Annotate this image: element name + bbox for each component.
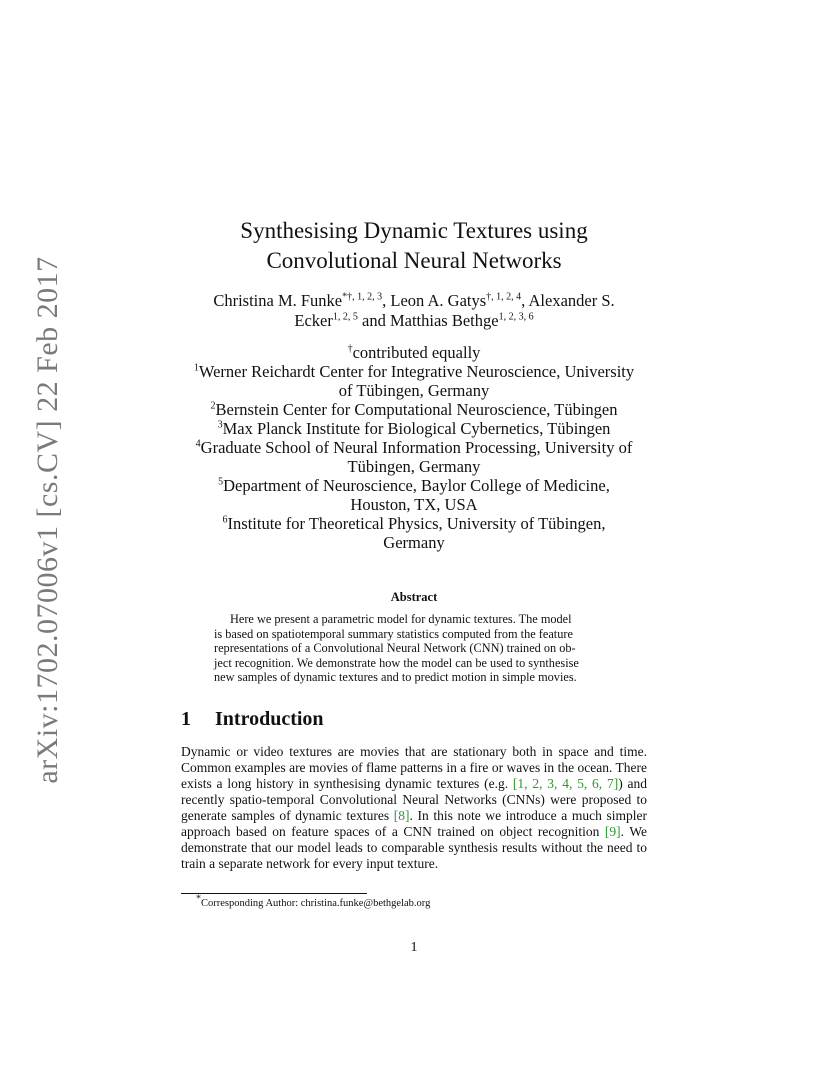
title-line-2: Convolutional Neural Networks <box>266 248 562 273</box>
affiliation-text: Werner Reichardt Center for Integrative Neuroscience, University <box>198 362 635 381</box>
affiliation-number: 4 <box>195 438 201 450</box>
footnote-mark: * <box>196 893 201 905</box>
affiliation-2 <box>0 400 828 419</box>
abstract-line: new samples of dynamic textures and to predict motion in simple movies. <box>214 670 577 684</box>
affiliation-6-cont: Germany <box>383 533 445 552</box>
intro-text: . We demonstrate that our model leads to comparable synthesis results without the need to train a separate network for every input texture. <box>181 824 647 871</box>
page-number: 1 <box>410 940 418 955</box>
abstract-line: representations of a Convolutional Neural Network (CNN) trained on ob- <box>214 641 576 655</box>
affiliation-number: 3 <box>217 419 223 431</box>
affiliation-6 <box>0 514 828 533</box>
affiliation-text: Graduate School of Neural Information Processing, University of <box>200 438 633 457</box>
affiliation-number: 1 <box>193 362 199 374</box>
affiliation-number: 6 <box>222 514 228 526</box>
abstract-body <box>214 612 614 685</box>
footnote-text: Corresponding Author: christina.funke@bethgelab.org <box>201 898 431 909</box>
citation-link-1-7[interactable]: [1, 2, 3, 4, 5, 6, 7] <box>512 776 619 791</box>
affiliation-1-cont: of Tübingen, Germany <box>338 381 490 400</box>
affiliation-5-cont: Houston, TX, USA <box>350 495 478 514</box>
author-affiliation-marks: †, 1, 2, 4 <box>486 291 522 303</box>
author-list <box>0 291 828 331</box>
title-line-1: Synthesising Dynamic Textures using <box>240 218 588 243</box>
author-affiliation-marks: 1, 2, 5 <box>332 311 358 323</box>
section-title: Introduction <box>215 708 324 730</box>
abstract-line: is based on spatiotemporal summary statistics computed from the feature <box>214 626 573 641</box>
author-name: Christina M. Funke <box>213 291 343 310</box>
equal-contribution-text: contributed equally <box>352 343 481 362</box>
author-name: Leon A. Gatys <box>390 291 487 310</box>
equal-contribution-note <box>0 343 828 362</box>
footnote-rule <box>181 893 367 894</box>
affiliation-1 <box>0 362 828 381</box>
intro-text: . In this note we introduce a much simpler approach based on feature spaces of a CNN trained on object recognition <box>181 808 647 839</box>
introduction-paragraph <box>181 744 647 872</box>
affiliation-text: Department of Neuroscience, Baylor College of Medicine, <box>223 476 610 495</box>
citation-link-9[interactable]: [9] <box>604 824 621 839</box>
dagger-mark: † <box>347 343 353 355</box>
affiliation-number: 2 <box>210 400 216 412</box>
affiliation-number: 5 <box>218 476 224 488</box>
affiliation-text: Bernstein Center for Computational Neuroscience, Tübingen <box>215 400 618 419</box>
footnote <box>196 893 431 909</box>
author-name: Ecker <box>294 311 333 330</box>
author-name: Alexander S. <box>528 291 615 310</box>
authors-line-2 <box>0 311 828 331</box>
authors-line-1: Christina M. Funke$^{*\dagger, 1, 2, 3}$, Leon A. Gatys$^{\dagger, 1, 2, 4}$, Alexander S. <box>213 291 615 310</box>
abstract-heading: Abstract <box>390 590 438 604</box>
abstract-line: ject recognition. We demonstrate how the model can be used to synthesise <box>214 655 579 670</box>
author-name: Matthias Bethge <box>389 311 499 330</box>
author-affiliation-marks: 1, 2, 3, 6 <box>498 311 534 323</box>
affiliation-text: Institute for Theoretical Physics, University of Tübingen, <box>227 514 606 533</box>
author-conjunction: and <box>362 311 386 330</box>
affiliation-text: Max Planck Institute for Biological Cybernetics, Tübingen <box>222 419 611 438</box>
affiliation-4-cont: Tübingen, Germany <box>347 457 481 476</box>
affiliation-4 <box>0 438 828 457</box>
intro-text: Dynamic or video textures are movies that are stationary both in space and time. Common examples are movies of flame patterns in a fire or waves in the ocean. There exists a long history in synthesising dynamic textures (e.g. <box>181 744 647 791</box>
author-affiliation-marks: *†, 1, 2, 3 <box>342 291 383 303</box>
section-number: 1 <box>181 708 191 730</box>
affiliation-list <box>0 343 828 552</box>
paper-title <box>0 216 828 276</box>
abstract-line: Here we present a parametric model for dynamic textures. The model <box>230 612 572 626</box>
affiliation-5 <box>0 476 828 495</box>
section-heading <box>181 708 324 731</box>
affiliation-3 <box>0 419 828 438</box>
arxiv-identifier: arXiv:1702.07006v1 [cs.CV] 22 Feb 2017 <box>31 256 64 784</box>
intro-text: ) and recently spatio-temporal Convolutional Neural Networks (CNNs) were proposed to generate samples of dynamic textures <box>181 776 648 823</box>
citation-link-8[interactable]: [8] <box>393 808 410 823</box>
